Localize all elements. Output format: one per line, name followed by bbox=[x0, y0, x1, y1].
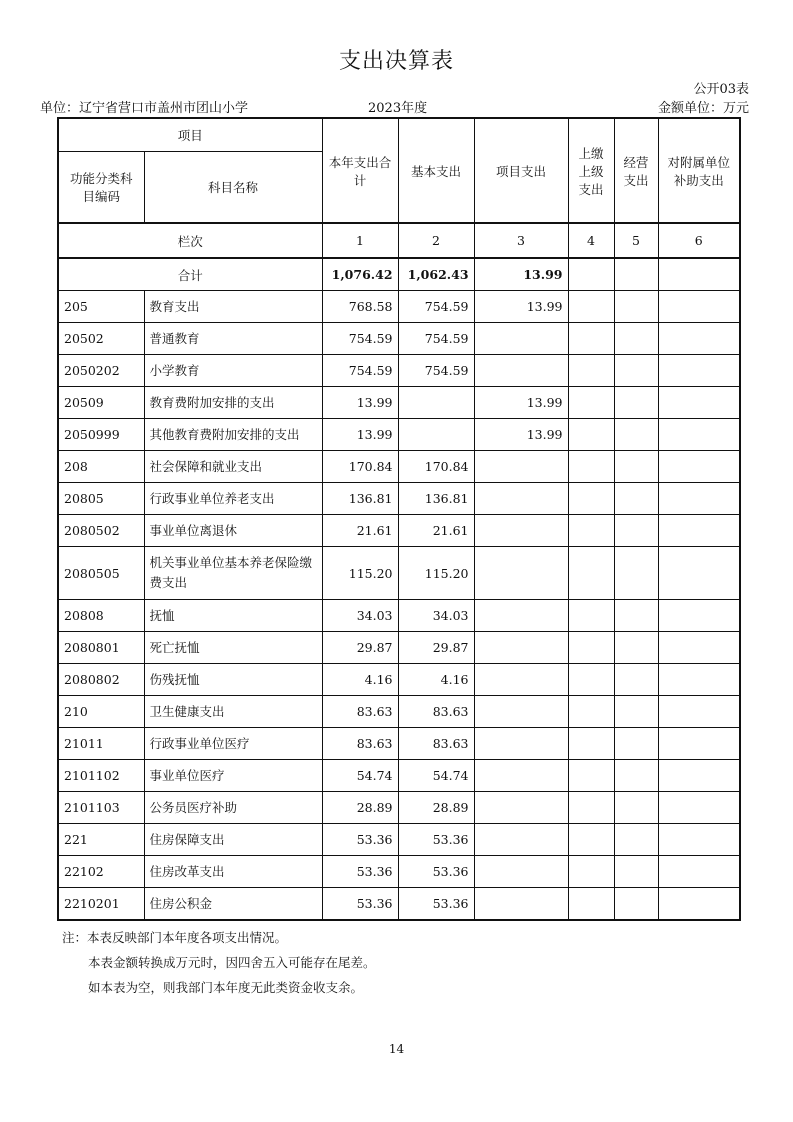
table-row bbox=[58, 632, 740, 664]
cell-code: 205 bbox=[58, 291, 144, 323]
cell-code: 2050202 bbox=[58, 355, 144, 387]
cell-c1: 29.87 bbox=[322, 632, 398, 664]
header-total-expenditure: 本年支出合计 bbox=[322, 118, 398, 223]
cell-c2: 754.59 bbox=[398, 291, 474, 323]
cell-empty bbox=[614, 483, 658, 515]
cell-c2: 115.20 bbox=[398, 547, 474, 600]
cell-empty bbox=[658, 291, 740, 323]
cell-c1: 54.74 bbox=[322, 760, 398, 792]
cell-empty bbox=[568, 515, 614, 547]
notes bbox=[62, 925, 376, 1000]
cell-c3 bbox=[474, 355, 568, 387]
cell-code: 2080502 bbox=[58, 515, 144, 547]
cell-empty bbox=[568, 728, 614, 760]
table-row bbox=[58, 856, 740, 888]
cell-name: 行政事业单位医疗 bbox=[144, 728, 322, 760]
table-row bbox=[58, 291, 740, 323]
cell-code: 210 bbox=[58, 696, 144, 728]
cell-code: 2210201 bbox=[58, 888, 144, 921]
column-index: 4 bbox=[568, 223, 614, 258]
header-name: 科目名称 bbox=[144, 151, 322, 223]
cell-empty bbox=[658, 888, 740, 921]
cell-code: 20808 bbox=[58, 600, 144, 632]
cell-name: 住房保障支出 bbox=[144, 824, 322, 856]
cell-c3 bbox=[474, 451, 568, 483]
cell-empty bbox=[614, 888, 658, 921]
cell-c1: 83.63 bbox=[322, 728, 398, 760]
cell-name: 住房改革支出 bbox=[144, 856, 322, 888]
cell-c2: 136.81 bbox=[398, 483, 474, 515]
cell-c2: 83.63 bbox=[398, 696, 474, 728]
cell-empty bbox=[614, 515, 658, 547]
total-row bbox=[58, 258, 740, 291]
cell-name: 教育费附加安排的支出 bbox=[144, 387, 322, 419]
cell-empty bbox=[568, 483, 614, 515]
table-row bbox=[58, 419, 740, 451]
total-c3: 13.99 bbox=[474, 258, 568, 291]
cell-c1: 34.03 bbox=[322, 600, 398, 632]
cell-c1: 13.99 bbox=[322, 419, 398, 451]
cell-c2: 29.87 bbox=[398, 632, 474, 664]
column-index: 5 bbox=[614, 223, 658, 258]
table-row bbox=[58, 600, 740, 632]
cell-c1: 754.59 bbox=[322, 323, 398, 355]
cell-c3 bbox=[474, 696, 568, 728]
cell-code: 2080802 bbox=[58, 664, 144, 696]
cell-c1: 28.89 bbox=[322, 792, 398, 824]
cell-empty bbox=[614, 824, 658, 856]
cell-empty bbox=[568, 664, 614, 696]
cell-name: 抚恤 bbox=[144, 600, 322, 632]
cell-c2: 170.84 bbox=[398, 451, 474, 483]
table-row bbox=[58, 760, 740, 792]
unit-name: 单位：辽宁省营口市盖州市团山小学 bbox=[40, 101, 249, 116]
cell-empty bbox=[658, 664, 740, 696]
cell-c3: 13.99 bbox=[474, 419, 568, 451]
cell-code: 22102 bbox=[58, 856, 144, 888]
cell-name: 机关事业单位基本养老保险缴费支出 bbox=[144, 547, 322, 600]
cell-empty bbox=[658, 515, 740, 547]
cell-empty bbox=[658, 696, 740, 728]
cell-c2: 53.36 bbox=[398, 824, 474, 856]
cell-name: 事业单位医疗 bbox=[144, 760, 322, 792]
cell-empty bbox=[658, 856, 740, 888]
column-index: 2 bbox=[398, 223, 474, 258]
cell-empty bbox=[568, 888, 614, 921]
cell-code: 221 bbox=[58, 824, 144, 856]
cell-empty bbox=[658, 323, 740, 355]
note: 注：本表反映部门本年度各项支出情况。 bbox=[62, 930, 288, 945]
cell-c2: 53.36 bbox=[398, 888, 474, 921]
column-index-label: 栏次 bbox=[58, 223, 322, 258]
column-index: 1 bbox=[322, 223, 398, 258]
cell-c1: 53.36 bbox=[322, 824, 398, 856]
cell-c3 bbox=[474, 515, 568, 547]
table-row bbox=[58, 451, 740, 483]
table-row bbox=[58, 323, 740, 355]
column-index: 3 bbox=[474, 223, 568, 258]
cell-c3 bbox=[474, 728, 568, 760]
cell-c1: 115.20 bbox=[322, 547, 398, 600]
cell-c2: 754.59 bbox=[398, 323, 474, 355]
cell-empty bbox=[658, 728, 740, 760]
note: 如本表为空，则我部门本年度无此类资金收支余。 bbox=[88, 980, 364, 995]
cell-name: 行政事业单位养老支出 bbox=[144, 483, 322, 515]
page-number: 14 bbox=[388, 1042, 405, 1056]
cell-empty bbox=[658, 547, 740, 600]
cell-empty bbox=[614, 291, 658, 323]
table-row bbox=[58, 387, 740, 419]
cell-c3 bbox=[474, 323, 568, 355]
cell-empty bbox=[614, 419, 658, 451]
fiscal-year: 2023年度 bbox=[368, 101, 428, 116]
cell-c2: 28.89 bbox=[398, 792, 474, 824]
header-remit-upper: 上缴上级支出 bbox=[568, 118, 614, 223]
cell-empty bbox=[658, 483, 740, 515]
table-row bbox=[58, 515, 740, 547]
cell-c1: 4.16 bbox=[322, 664, 398, 696]
cell-empty bbox=[614, 792, 658, 824]
cell-empty bbox=[568, 387, 614, 419]
cell-c2: 83.63 bbox=[398, 728, 474, 760]
header-code: 功能分类科目编码 bbox=[58, 151, 144, 223]
table-row bbox=[58, 696, 740, 728]
header-subsidy: 对附属单位补助支出 bbox=[658, 118, 740, 223]
cell-empty bbox=[568, 355, 614, 387]
cell-c3 bbox=[474, 547, 568, 600]
cell-name: 伤残抚恤 bbox=[144, 664, 322, 696]
cell-name: 公务员医疗补助 bbox=[144, 792, 322, 824]
cell-name: 其他教育费附加安排的支出 bbox=[144, 419, 322, 451]
total-c5 bbox=[614, 258, 658, 291]
cell-empty bbox=[568, 547, 614, 600]
cell-c1: 136.81 bbox=[322, 483, 398, 515]
cell-name: 社会保障和就业支出 bbox=[144, 451, 322, 483]
cell-empty bbox=[658, 419, 740, 451]
total-c6 bbox=[658, 258, 740, 291]
cell-code: 2101103 bbox=[58, 792, 144, 824]
note: 本表金额转换成万元时，因四舍五入可能存在尾差。 bbox=[88, 955, 376, 970]
cell-c3 bbox=[474, 632, 568, 664]
expenditure-table bbox=[57, 117, 741, 921]
cell-c3: 13.99 bbox=[474, 387, 568, 419]
cell-c2 bbox=[398, 419, 474, 451]
cell-empty bbox=[614, 856, 658, 888]
cell-c3: 13.99 bbox=[474, 291, 568, 323]
cell-c3 bbox=[474, 664, 568, 696]
cell-c1: 53.36 bbox=[322, 856, 398, 888]
cell-empty bbox=[568, 323, 614, 355]
cell-c2: 21.61 bbox=[398, 515, 474, 547]
money-unit: 金额单位：万元 bbox=[657, 101, 749, 116]
cell-c2: 53.36 bbox=[398, 856, 474, 888]
cell-empty bbox=[614, 387, 658, 419]
table-row bbox=[58, 547, 740, 600]
cell-empty bbox=[568, 419, 614, 451]
header-basic-expenditure: 基本支出 bbox=[398, 118, 474, 223]
cell-empty bbox=[658, 451, 740, 483]
cell-empty bbox=[568, 856, 614, 888]
cell-code: 20502 bbox=[58, 323, 144, 355]
cell-c1: 21.61 bbox=[322, 515, 398, 547]
cell-c2 bbox=[398, 387, 474, 419]
cell-c2: 34.03 bbox=[398, 600, 474, 632]
cell-name: 小学教育 bbox=[144, 355, 322, 387]
cell-c3 bbox=[474, 824, 568, 856]
cell-empty bbox=[568, 696, 614, 728]
cell-empty bbox=[614, 760, 658, 792]
cell-empty bbox=[658, 792, 740, 824]
header-project: 项目 bbox=[58, 118, 322, 151]
cell-empty bbox=[614, 355, 658, 387]
cell-c2: 4.16 bbox=[398, 664, 474, 696]
cell-c3 bbox=[474, 483, 568, 515]
cell-empty bbox=[568, 792, 614, 824]
cell-empty bbox=[658, 387, 740, 419]
cell-code: 2101102 bbox=[58, 760, 144, 792]
table-row bbox=[58, 792, 740, 824]
total-c1: 1,076.42 bbox=[322, 258, 398, 291]
table-row bbox=[58, 355, 740, 387]
total-c2: 1,062.43 bbox=[398, 258, 474, 291]
cell-empty bbox=[568, 632, 614, 664]
cell-name: 教育支出 bbox=[144, 291, 322, 323]
cell-code: 20805 bbox=[58, 483, 144, 515]
cell-empty bbox=[658, 632, 740, 664]
table-row bbox=[58, 483, 740, 515]
cell-empty bbox=[658, 760, 740, 792]
cell-code: 2050999 bbox=[58, 419, 144, 451]
cell-code: 20509 bbox=[58, 387, 144, 419]
table-row bbox=[58, 824, 740, 856]
cell-name: 普通教育 bbox=[144, 323, 322, 355]
cell-empty bbox=[658, 824, 740, 856]
cell-c3 bbox=[474, 792, 568, 824]
cell-c1: 768.58 bbox=[322, 291, 398, 323]
header-project-expenditure: 项目支出 bbox=[474, 118, 568, 223]
cell-empty bbox=[658, 600, 740, 632]
header-business: 经营支出 bbox=[614, 118, 658, 223]
table-row bbox=[58, 728, 740, 760]
cell-name: 死亡抚恤 bbox=[144, 632, 322, 664]
cell-c1: 83.63 bbox=[322, 696, 398, 728]
cell-c2: 54.74 bbox=[398, 760, 474, 792]
cell-empty bbox=[658, 355, 740, 387]
column-index: 6 bbox=[658, 223, 740, 258]
cell-name: 事业单位离退休 bbox=[144, 515, 322, 547]
cell-code: 208 bbox=[58, 451, 144, 483]
table-row bbox=[58, 888, 740, 921]
cell-c3 bbox=[474, 856, 568, 888]
cell-empty bbox=[614, 600, 658, 632]
cell-c1: 53.36 bbox=[322, 888, 398, 921]
page-title: 支出决算表 bbox=[338, 49, 454, 74]
cell-c1: 754.59 bbox=[322, 355, 398, 387]
cell-name: 卫生健康支出 bbox=[144, 696, 322, 728]
form-number: 公开03表 bbox=[693, 82, 749, 97]
total-label: 合计 bbox=[58, 258, 322, 291]
table-row bbox=[58, 664, 740, 696]
cell-c1: 13.99 bbox=[322, 387, 398, 419]
total-c4 bbox=[568, 258, 614, 291]
cell-name: 住房公积金 bbox=[144, 888, 322, 921]
cell-empty bbox=[568, 600, 614, 632]
cell-empty bbox=[614, 696, 658, 728]
cell-empty bbox=[568, 824, 614, 856]
cell-code: 2080801 bbox=[58, 632, 144, 664]
cell-code: 21011 bbox=[58, 728, 144, 760]
cell-c3 bbox=[474, 600, 568, 632]
cell-c3 bbox=[474, 888, 568, 921]
cell-code: 2080505 bbox=[58, 547, 144, 600]
cell-empty bbox=[614, 664, 658, 696]
cell-empty bbox=[614, 451, 658, 483]
cell-c2: 754.59 bbox=[398, 355, 474, 387]
cell-empty bbox=[568, 760, 614, 792]
cell-empty bbox=[614, 728, 658, 760]
cell-empty bbox=[614, 547, 658, 600]
cell-c1: 170.84 bbox=[322, 451, 398, 483]
cell-empty bbox=[568, 291, 614, 323]
cell-empty bbox=[614, 632, 658, 664]
cell-empty bbox=[614, 323, 658, 355]
cell-c3 bbox=[474, 760, 568, 792]
cell-empty bbox=[568, 451, 614, 483]
